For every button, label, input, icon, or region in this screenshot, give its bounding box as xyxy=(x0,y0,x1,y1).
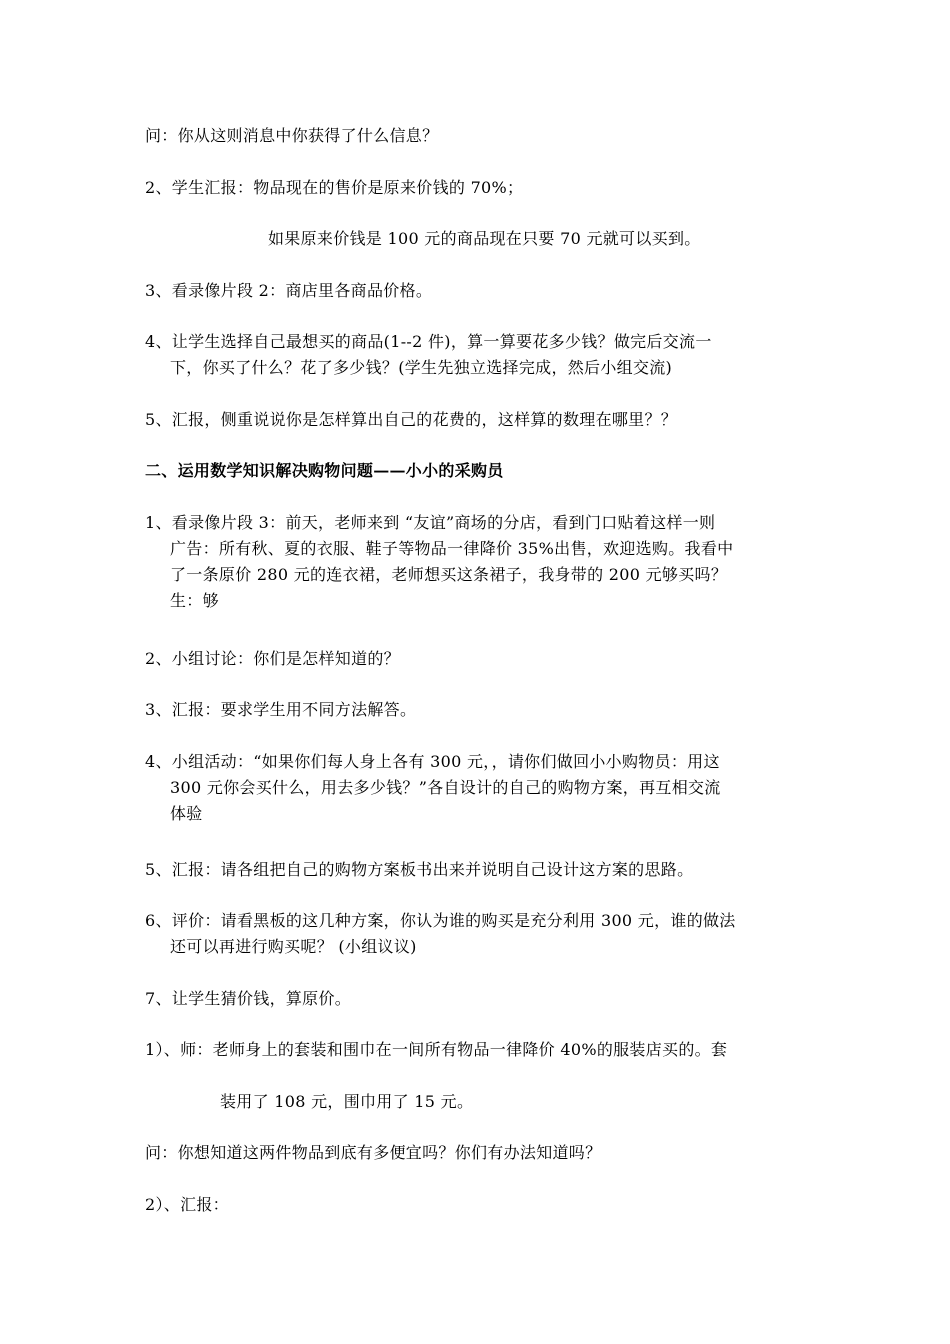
paragraph-sub-2-report: 2）、汇报： xyxy=(145,1195,229,1214)
paragraph-step-2-report: 2、学生汇报：物品现在的售价是原来价钱的 70%； xyxy=(145,178,524,197)
paragraph-item-1-line-4: 生：够 xyxy=(170,591,219,610)
section-heading-2: 二、运用数学知识解决购物问题——小小的采购员 xyxy=(145,461,504,480)
paragraph-item-6-line-1: 6、评价：请看黑板的这几种方案，你认为谁的购买是充分利用 300 元，谁的做法 xyxy=(145,911,736,930)
paragraph-step-4-line-1: 4、让学生选择自己最想买的商品(1--2 件)，算一算要花多少钱？做完后交流一 xyxy=(145,332,712,351)
paragraph-step-3-video: 3、看录像片段 2：商店里各商品价格。 xyxy=(145,281,433,300)
paragraph-item-1-line-2: 广告：所有秋、夏的衣服、鞋子等物品一律降价 35%出售，欢迎选购。我看中 xyxy=(170,539,734,558)
paragraph-item-4-line-1: 4、小组活动：“如果你们每人身上各有 300 元，，请你们做回小小购物员：用这 xyxy=(145,752,720,771)
paragraph-item-4-line-3: 体验 xyxy=(170,804,203,823)
paragraph-step-4-line-2: 下，你买了什么？花了多少钱？(学生先独立选择完成，然后小组交流) xyxy=(170,358,673,377)
paragraph-item-3-report: 3、汇报：要求学生用不同方法解答。 xyxy=(145,700,417,719)
paragraph-question-cheap: 问：你想知道这两件物品到底有多便宜吗？你们有办法知道吗？ xyxy=(145,1143,602,1162)
paragraph-sub-1-line-2: 装用了 108 元，围巾用了 15 元。 xyxy=(220,1092,474,1111)
paragraph-item-6-line-2: 还可以再进行购买呢？ (小组议议) xyxy=(170,937,417,956)
paragraph-item-4-line-2: 300 元你会买什么，用去多少钱？”各自设计的自己的购物方案，再互相交流 xyxy=(170,778,721,797)
paragraph-step-2-example: 如果原来价钱是 100 元的商品现在只要 70 元就可以买到。 xyxy=(268,229,701,248)
paragraph-question-info: 问：你从这则消息中你获得了什么信息？ xyxy=(145,126,439,145)
paragraph-sub-1-line-1: 1）、师：老师身上的套装和围巾在一间所有物品一律降价 40%的服装店买的。套 xyxy=(145,1040,728,1059)
paragraph-item-1-line-1: 1、看录像片段 3：前天，老师来到 “友谊”商场的分店，看到门口贴着这样一则 xyxy=(145,513,716,532)
paragraph-item-2-discussion: 2、小组讨论：你们是怎样知道的？ xyxy=(145,649,400,668)
paragraph-item-7-guess: 7、让学生猜价钱，算原价。 xyxy=(145,989,352,1008)
paragraph-item-5-report: 5、汇报：请各组把自己的购物方案板书出来并说明自己设计这方案的思路。 xyxy=(145,860,694,879)
paragraph-item-1-line-3: 了一条原价 280 元的连衣裙，老师想买这条裙子，我身带的 200 元够买吗？ xyxy=(170,565,728,584)
paragraph-step-5-report: 5、汇报，侧重说说你是怎样算出自己的花费的，这样算的数理在哪里？？ xyxy=(145,410,678,429)
